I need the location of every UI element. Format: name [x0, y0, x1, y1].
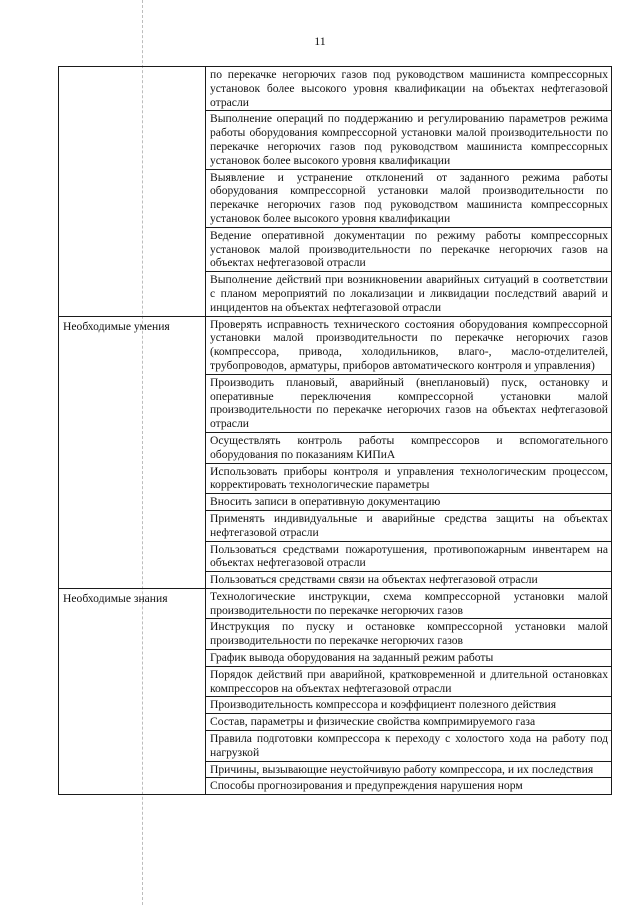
list-item: Применять индивидуальные и аварийные средства защиты на объектах нефтегазовой отрасли	[206, 511, 611, 542]
required-skills-cell	[206, 316, 612, 588]
table-row-labor-actions	[59, 67, 612, 317]
list-item: Выявление и устранение отклонений от заданного режима работы оборудования компрессорной установки малой производительности по перекачке негорючих газов под руководством машиниста компрессорных установок более высокого уровня квалификации	[206, 170, 611, 228]
list-item: Выполнение действий при возникновении аварийных ситуаций в соответствии с планом мероприятий по локализации и ликвидации последствий аварий и инцидентов на объектах нефтегазовой отрасли	[210, 273, 608, 314]
labor-actions-cell	[206, 67, 612, 317]
page-number: 11	[314, 34, 326, 48]
list-item: Использовать приборы контроля и управления технологическим процессом, корректировать технологические параметры	[206, 464, 611, 495]
list-item: Производить плановый, аварийный (внеплановый) пуск, остановку и оперативные переключения компрессорной установки малой производительности по перекачке негорючих газов на объектах нефтегазовой отрасли	[206, 375, 611, 433]
row-label	[59, 67, 206, 317]
list-item: Порядок действий при аварийной, кратковременной и длительной остановках компрессоров на объектах нефтегазовой отрасли	[206, 667, 611, 698]
required-knowledge-cell	[206, 588, 612, 794]
list-item: Осуществлять контроль работы компрессоров и вспомогательного оборудования по показаниям КИПиА	[206, 433, 611, 464]
list-item: Правила подготовки компрессора к переходу с холостого хода на работу под нагрузкой	[206, 731, 611, 762]
list-item: Инструкция по пуску и остановке компрессорной установки малой производительности по перекачке негорючих газов	[206, 619, 611, 650]
list-item: Пользоваться средствами пожаротушения, противопожарным инвентарем на объектах нефтегазовой отрасли	[206, 542, 611, 573]
competency-table	[58, 66, 612, 795]
list-item: Ведение оперативной документации по режиму работы компрессорных установок малой производительности по перекачке негорючих газов на объектах нефтегазовой отрасли	[206, 228, 611, 272]
list-item: График вывода оборудования на заданный режим работы	[206, 650, 611, 667]
list-item: Состав, параметры и физические свойства компримируемого газа	[206, 714, 611, 731]
list-item: Технологические инструкции, схема компрессорной установки малой производительности по перекачке негорючих газов	[206, 589, 611, 620]
list-item: по перекачке негорючих газов под руководством машиниста компрессорных установок более высокого уровня квалификации на объектах нефтегазовой отрасли	[206, 67, 611, 111]
list-item: Причины, вызывающие неустойчивую работу компрессора, и их последствия	[206, 762, 611, 779]
table-row-required-knowledge	[59, 588, 612, 794]
row-label-required-knowledge: Необходимые знания	[59, 588, 206, 794]
list-item: Вносить записи в оперативную документацию	[206, 494, 611, 511]
list-item: Производительность компрессора и коэффициент полезного действия	[206, 697, 611, 714]
list-item: Проверять исправность технического состояния оборудования компрессорной установки малой производительности по перекачке негорючих газов (компрессора, привода, холодильников, влаго-, масло-отделителей, трубопроводов, арматуры, приборов автоматического контроля и управления)	[206, 317, 611, 375]
row-label-required-skills: Необходимые умения	[59, 316, 206, 588]
table-row-required-skills	[59, 316, 612, 588]
list-item: Пользоваться средствами связи на объектах нефтегазовой отрасли	[210, 573, 538, 587]
list-item: Выполнение операций по поддержанию и регулированию параметров режима работы оборудования компрессорной установки малой производительности по перекачке негорючих газов под руководством машиниста компрессорных установок более высокого уровня квалификации	[206, 111, 611, 169]
list-item: Способы прогнозирования и предупреждения нарушения норм	[210, 779, 523, 793]
